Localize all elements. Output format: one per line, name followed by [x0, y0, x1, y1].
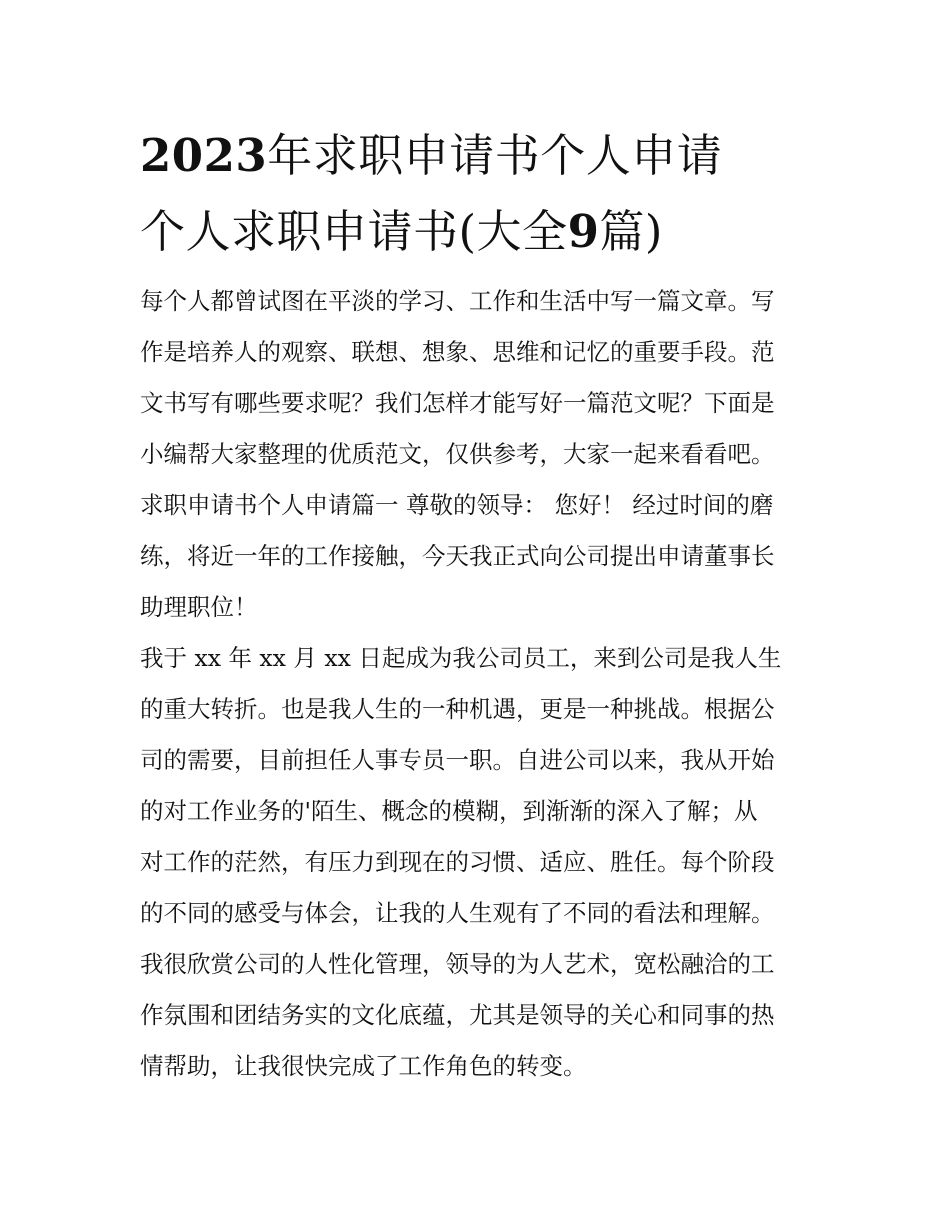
title-line-1-text: 年求职申请书个人申请: [267, 129, 723, 182]
title-line-2-part-b: 篇): [599, 205, 663, 258]
paragraph-line: 助理职位！: [140, 593, 258, 621]
paragraph-line: 的对工作业务的'陌生、概念的模糊，到渐渐的深入了解；从: [140, 797, 758, 825]
paragraph-2: [140, 633, 815, 1092]
paragraph-line: 文书写有哪些要求呢？我们怎样才能写好一篇范文呢？下面是: [140, 389, 775, 417]
title-line-1: [140, 118, 820, 194]
paragraph-line: 我于 xx 年 xx 月 xx 日起成为我公司员工，来到公司是我人生: [140, 644, 782, 672]
paragraph-line: 的重大转折。也是我人生的一种机遇，更是一种挑战。根据公: [140, 695, 775, 723]
document-body: [140, 276, 815, 1092]
paragraph-1: [140, 276, 815, 633]
paragraph-line: 作氛围和团结务实的文化底蕴，尤其是领导的关心和同事的热: [140, 1001, 775, 1029]
paragraph-line: 作是培养人的观察、联想、想象、思维和记忆的重要手段。范: [140, 338, 775, 366]
paragraph-line: 每个人都曾试图在平淡的学习、工作和生活中写一篇文章。写: [140, 287, 775, 315]
paragraph-line: 求职申请书个人申请篇一 尊敬的领导： 您好！ 经过时间的磨: [140, 491, 774, 519]
paragraph-line: 情帮助，让我很快完成了工作角色的转变。: [140, 1052, 587, 1080]
paragraph-line: 对工作的茫然，有压力到现在的习惯、适应、胜任。每个阶段: [140, 848, 775, 876]
paragraph-line: 的不同的感受与体会，让我的人生观有了不同的看法和理解。: [140, 899, 775, 927]
title-year: 2023: [140, 129, 268, 182]
title-line-2-part-a: 个人求职申请书(大全: [140, 205, 568, 258]
paragraph-line: 司的需要，目前担任人事专员一职。自进公司以来，我从开始: [140, 746, 775, 774]
paragraph-line: 我很欣赏公司的人性化管理，领导的为人艺术，宽松融洽的工: [140, 950, 775, 978]
paragraph-line: 练，将近一年的工作接触，今天我正式向公司提出申请董事长: [140, 542, 775, 570]
title-line-2: [140, 194, 820, 270]
title-line-2-number: 9: [567, 205, 600, 258]
document-title: [140, 118, 820, 270]
paragraph-line: 小编帮大家整理的优质范文，仅供参考，大家一起来看看吧。: [140, 440, 775, 468]
